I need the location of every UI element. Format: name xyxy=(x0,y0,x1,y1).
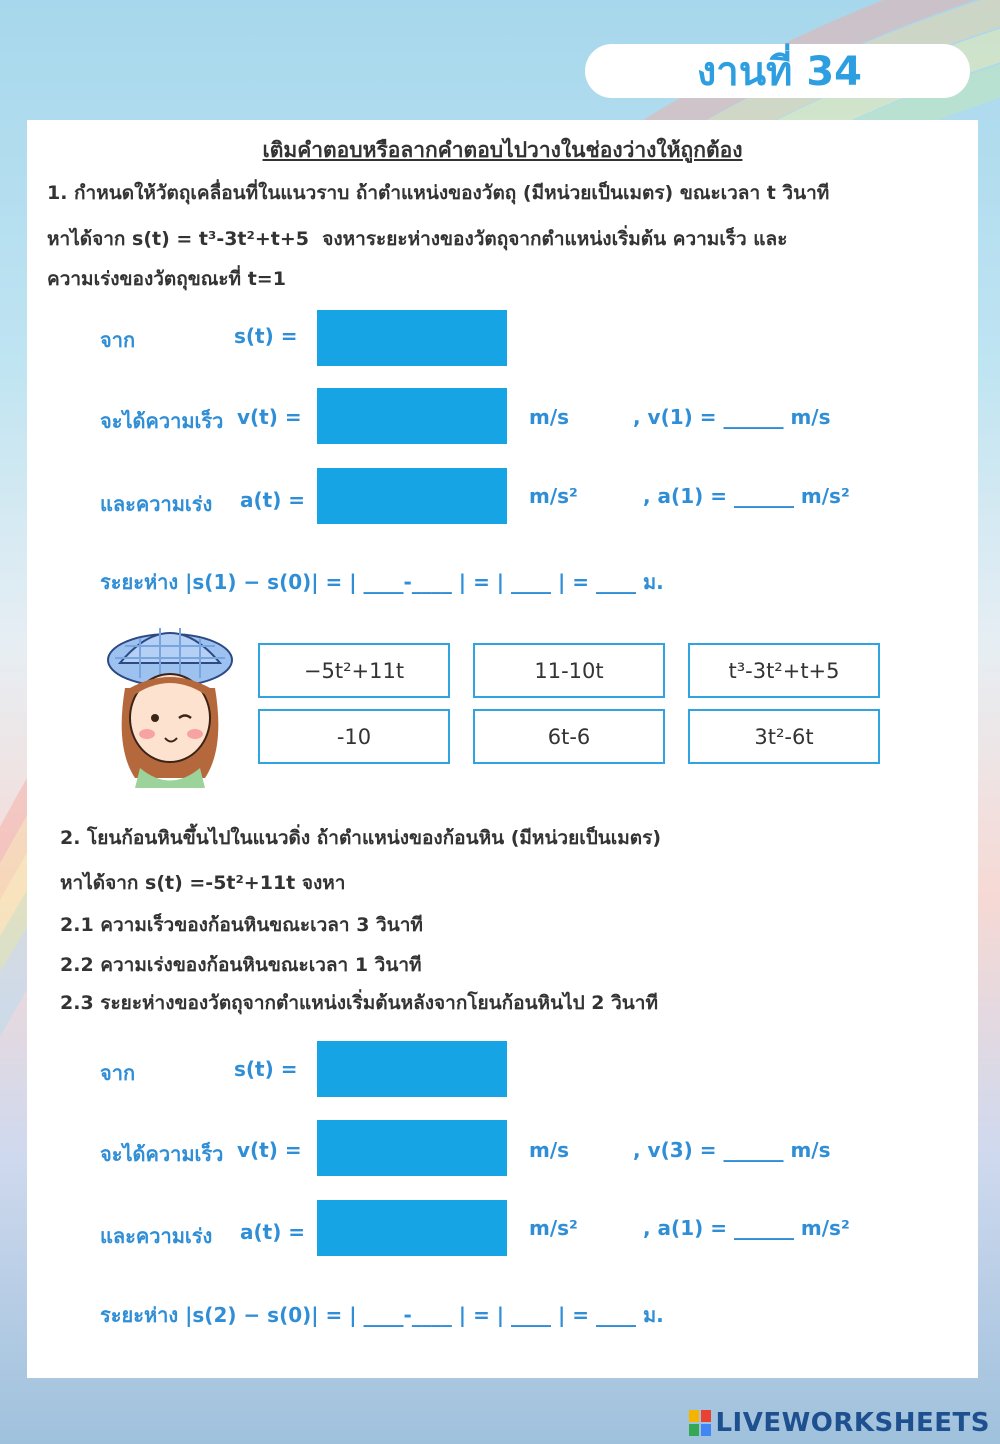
liveworksheets-logo-text: LIVEWORKSHEETS xyxy=(715,1408,990,1438)
q1-velocity-prefix: จะได้ความเร็ว xyxy=(100,409,224,433)
q2-sub1: 2.1 ความเร็วของก้อนหินขณะเวลา 3 วินาที xyxy=(60,914,423,936)
q1-v-label: v(t) = xyxy=(237,405,302,429)
q1-formula: t³-3t²+t+5 xyxy=(198,228,309,250)
q1-s-dropzone[interactable] xyxy=(317,310,507,366)
q1-v-unit: m/s xyxy=(529,405,570,429)
q1-distance-line[interactable]: ระยะห่าง |s(1) − s(0)| = | ____-____ | = | ____ | = ____ ม. xyxy=(100,570,664,594)
q2-s-dropzone[interactable] xyxy=(317,1041,507,1097)
girl-illustration xyxy=(105,618,235,788)
q2-line2: หาได้จาก s(t) =-5t²+11t จงหา xyxy=(60,872,346,894)
q1-a-label: a(t) = xyxy=(240,488,306,512)
q2-a-dropzone[interactable] xyxy=(317,1200,507,1256)
q2-distance-line[interactable]: ระยะห่าง |s(2) − s(0)| = | ____-____ | = | ____ | = ____ ม. xyxy=(100,1303,664,1327)
worksheet-title: งานที่ 34 xyxy=(585,44,970,98)
q1-v1-input[interactable]: , v(1) = ______ m/s xyxy=(633,405,831,429)
worksheet-sheet xyxy=(27,120,978,1378)
answer-card-3[interactable]: t³-3t²+t+5 xyxy=(688,643,880,698)
answer-card-5[interactable]: 6t-6 xyxy=(473,709,665,764)
q1-line1: 1. กำหนดให้วัตถุเคลื่อนที่ในแนวราบ ถ้าตำแหน่งของวัตถุ (มีหน่วยเป็นเมตร) ขณะเวลา t วินาที xyxy=(47,182,830,204)
q1-a-unit: m/s² xyxy=(529,484,578,508)
answer-card-4[interactable]: -10 xyxy=(258,709,450,764)
q2-v3-input[interactable]: , v(3) = ______ m/s xyxy=(633,1138,831,1162)
q1-line2-prefix: หาได้จาก s(t) = xyxy=(47,228,199,250)
liveworksheets-logo xyxy=(689,1408,990,1438)
q2-v-dropzone[interactable] xyxy=(317,1120,507,1176)
liveworksheets-logo-icon xyxy=(689,1410,711,1436)
q2-a-label: a(t) = xyxy=(240,1220,306,1244)
q2-sub3: 2.3 ระยะห่างของวัตถุจากตำแหน่งเริ่มต้นหลังจากโยนก้อนหินไป 2 วินาที xyxy=(60,992,658,1014)
q1-line3: ความเร่งของวัตถุขณะที่ t=1 xyxy=(47,268,286,290)
answer-card-6[interactable]: 3t²-6t xyxy=(688,709,880,764)
q2-sub2: 2.2 ความเร่งของก้อนหินขณะเวลา 1 วินาที xyxy=(60,954,422,976)
q1-from-label: จาก xyxy=(100,328,136,352)
q2-from-label: จาก xyxy=(100,1061,136,1085)
q2-accel-prefix: และความเร่ง xyxy=(100,1224,213,1248)
answer-card-2[interactable]: 11-10t xyxy=(473,643,665,698)
answer-card-1[interactable]: −5t²+11t xyxy=(258,643,450,698)
q2-s-label: s(t) = xyxy=(234,1057,298,1081)
instruction-heading: เติมคำตอบหรือลากคำตอบไปวางในช่องว่างให้ถูกต้อง xyxy=(262,138,743,162)
q2-line1: 2. โยนก้อนหินขึ้นไปในแนวดิ่ง ถ้าตำแหน่งของก้อนหิน (มีหน่วยเป็นเมตร) xyxy=(60,827,662,849)
q1-a1-input[interactable]: , a(1) = ______ m/s² xyxy=(643,484,850,508)
q1-line2 xyxy=(47,224,787,254)
q2-v-label: v(t) = xyxy=(237,1138,302,1162)
q2-velocity-prefix: จะได้ความเร็ว xyxy=(100,1142,224,1166)
q1-line2-suffix: จงหาระยะห่างของวัตถุจากตำแหน่งเริ่มต้น ความเร็ว และ xyxy=(322,228,788,250)
q2-a1-input[interactable]: , a(1) = ______ m/s² xyxy=(643,1216,850,1240)
q1-s-label: s(t) = xyxy=(234,324,298,348)
q2-a-unit: m/s² xyxy=(529,1216,578,1240)
q1-v-dropzone[interactable] xyxy=(317,388,507,444)
q1-accel-prefix: และความเร่ง xyxy=(100,492,213,516)
q1-a-dropzone[interactable] xyxy=(317,468,507,524)
q2-v-unit: m/s xyxy=(529,1138,570,1162)
